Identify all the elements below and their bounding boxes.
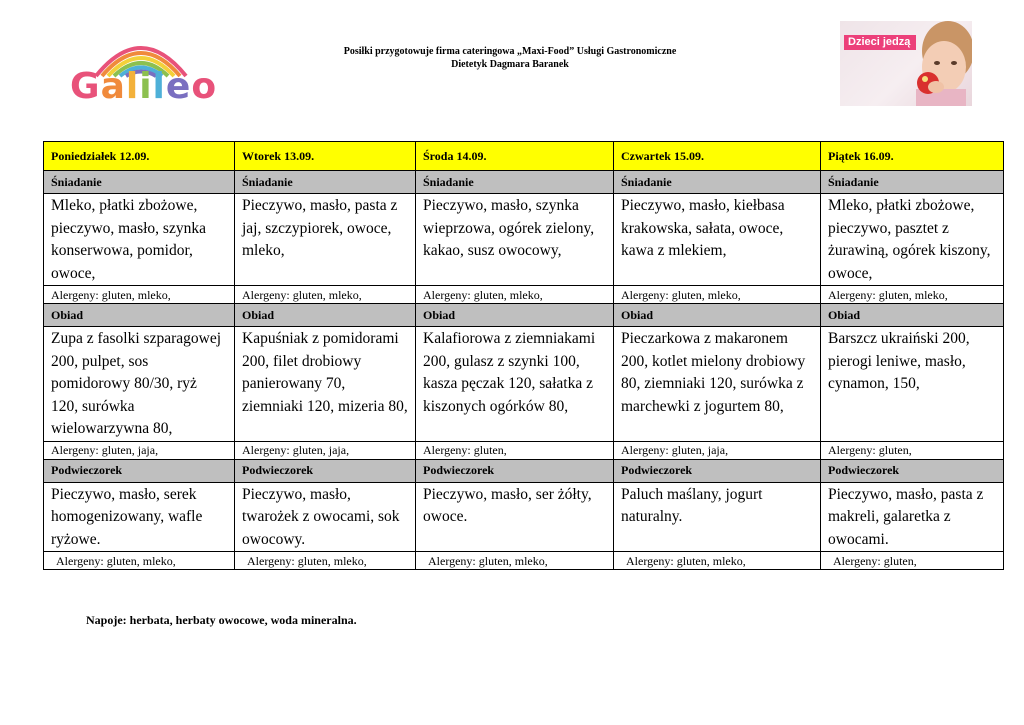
header-line-catering: Posiłki przygotowuje firma cateringowa „Maxi-Food” Usługi Gastronomiczne (343, 46, 677, 57)
meal-name: Śniadanie (821, 171, 1004, 194)
dish-cell: Barszcz ukraiński 200, pierogi leniwe, masło, cynamon, 150, (821, 327, 1004, 442)
allergen-cell: Alergeny: gluten, (821, 441, 1004, 459)
dish-cell: Pieczywo, masło, pasta z jaj, szczypiorek, owoce, mleko, (235, 194, 416, 286)
dish-cell: Pieczywo, masło, pasta z makreli, galaretka z owocami. (821, 482, 1004, 552)
days-header-row (44, 142, 1004, 171)
dish-cell: Paluch maślany, jogurt naturalny. (614, 482, 821, 552)
allergen-cell: Alergeny: gluten, mleko, (235, 552, 416, 570)
meal-name: Podwieczorek (44, 459, 235, 482)
allergen-cell: Alergeny: gluten, jaja, (44, 441, 235, 459)
lunch-dishes-row (44, 327, 1004, 442)
breakfast-dishes-row (44, 194, 1004, 286)
header-line-dietitian: Dietetyk Dagmara Baranek (451, 59, 569, 70)
snack-header-row (44, 459, 1004, 482)
allergen-cell: Alergeny: gluten, mleko, (821, 286, 1004, 304)
dish-cell: Mleko, płatki zbożowe, pieczywo, masło, szynka konserwowa, pomidor, owoce, (44, 194, 235, 286)
snack-dishes-row (44, 482, 1004, 552)
meal-name: Obiad (235, 304, 416, 327)
dish-cell: Mleko, płatki zbożowe, pieczywo, pasztet z żurawiną, ogórek kiszony, owoce, (821, 194, 1004, 286)
dish-cell: Pieczywo, masło, kiełbasa krakowska, sałata, owoce, kawa z mlekiem, (614, 194, 821, 286)
lunch-header-row (44, 304, 1004, 327)
photo-banner: Dzieci jedzą (844, 35, 916, 50)
day-header: Poniedziałek 12.09. (44, 142, 235, 171)
meal-name: Śniadanie (44, 171, 235, 194)
dish-cell: Kapuśniak z pomidorami 200, filet drobiowy panierowany 70, ziemniaki 120, mizeria 80, (235, 327, 416, 442)
allergen-cell: Alergeny: gluten, mleko, (614, 552, 821, 570)
meal-name: Podwieczorek (416, 459, 614, 482)
allergen-cell: Alergeny: gluten, (416, 441, 614, 459)
allergen-cell: Alergeny: gluten, mleko, (44, 286, 235, 304)
meal-name: Obiad (614, 304, 821, 327)
allergen-cell: Alergeny: gluten, jaja, (614, 441, 821, 459)
day-header: Czwartek 15.09. (614, 142, 821, 171)
dish-cell: Pieczarkowa z makaronem 200, kotlet mielony drobiowy 80, ziemniaki 120, surówka z marchewki z jogurtem 80, (614, 327, 821, 442)
meal-name: Obiad (44, 304, 235, 327)
day-header: Piątek 16.09. (821, 142, 1004, 171)
dish-cell: Pieczywo, masło, serek homogenizowany, wafle ryżowe. (44, 482, 235, 552)
dish-cell: Pieczywo, masło, szynka wieprzowa, ogórek zielony, kakao, susz owocowy, (416, 194, 614, 286)
meal-name: Podwieczorek (235, 459, 416, 482)
weekly-menu-table (43, 141, 1004, 570)
dish-cell: Pieczywo, masło, ser żółty, owoce. (416, 482, 614, 552)
meal-name: Śniadanie (614, 171, 821, 194)
day-header: Wtorek 13.09. (235, 142, 416, 171)
breakfast-allergens-row (44, 286, 1004, 304)
logo-text: Galileo (70, 66, 218, 107)
galileo-logo (68, 28, 216, 108)
allergen-cell: Alergeny: gluten, (821, 552, 1004, 570)
meal-name: Śniadanie (416, 171, 614, 194)
meal-name: Obiad (821, 304, 1004, 327)
meal-name: Śniadanie (235, 171, 416, 194)
dish-cell: Zupa z fasolki szparagowej 200, pulpet, sos pomidorowy 80/30, ryż 120, surówka wielowarzywna 80, (44, 327, 235, 442)
document-header (260, 45, 760, 71)
dish-cell: Pieczywo, masło, twarożek z owocami, sok owocowy. (235, 482, 416, 552)
allergen-cell: Alergeny: gluten, mleko, (416, 286, 614, 304)
meal-name: Obiad (416, 304, 614, 327)
lunch-allergens-row (44, 441, 1004, 459)
allergen-cell: Alergeny: gluten, jaja, (235, 441, 416, 459)
allergen-cell: Alergeny: gluten, mleko, (44, 552, 235, 570)
snack-allergens-row (44, 552, 1004, 570)
dish-cell: Kalafiorowa z ziemniakami 200, gulasz z szynki 100, kasza pęczak 120, sałatka z kiszonych ogórków 80, (416, 327, 614, 442)
day-header: Środa 14.09. (416, 142, 614, 171)
child-with-apple-illustration (840, 21, 972, 106)
allergen-cell: Alergeny: gluten, mleko, (614, 286, 821, 304)
allergen-cell: Alergeny: gluten, mleko, (235, 286, 416, 304)
drinks-note: Napoje: herbata, herbaty owocowe, woda mineralna. (86, 613, 357, 627)
breakfast-header-row (44, 171, 1004, 194)
meal-name: Podwieczorek (614, 459, 821, 482)
meal-name: Podwieczorek (821, 459, 1004, 482)
allergen-cell: Alergeny: gluten, mleko, (416, 552, 614, 570)
child-eating-photo (840, 21, 972, 106)
